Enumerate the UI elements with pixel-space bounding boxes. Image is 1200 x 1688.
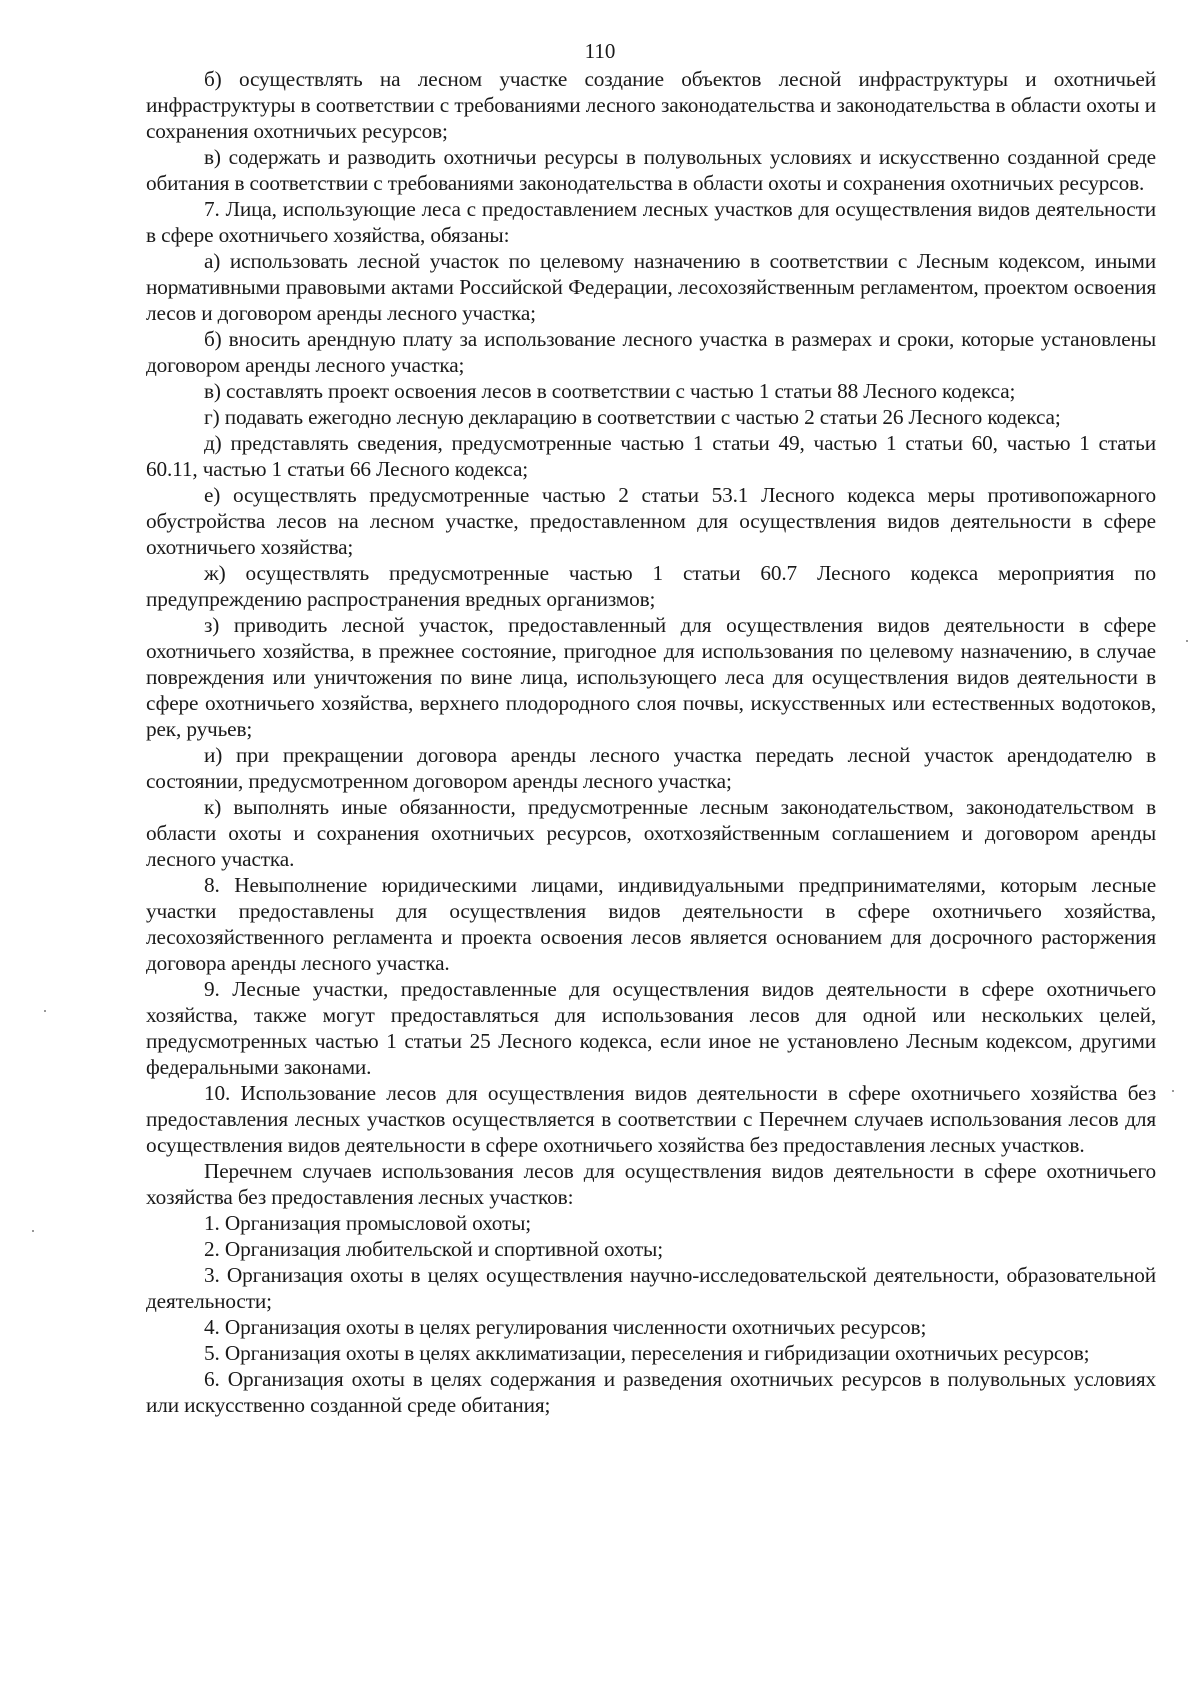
paragraph: е) осуществлять предусмотренные частью 2 статьи 53.1 Лесного кодекса меры противопожарного обустройства лесов на лесном участке, предоставленном для осуществления видов деятельности в сфере охотничьего хозяйства; — [146, 483, 1156, 559]
list-item: 6. Организация охоты в целях содержания и разведения охотничьих ресурсов в полувольных условиях или искусственно созданной среде обитания; — [146, 1367, 1156, 1417]
paragraph: а) использовать лесной участок по целевому назначению в соответствии с Лесным кодексом, иными нормативными правовыми актами Российской Федерации, лесохозяйственным регламентом, проектом освоения лесов и договором аренды лесного участка; — [146, 249, 1156, 325]
document-body — [146, 66, 1156, 1418]
paragraph: 9. Лесные участки, предоставленные для осуществления видов деятельности в сфере охотничьего хозяйства, также могут предоставляться для использования лесов для одной или нескольких целей, предусмотренных частью 1 статьи 25 Лесного кодекса, если иное не установлено Лесным кодексом, другими федеральными законами. — [146, 977, 1156, 1079]
scan-speck — [1186, 640, 1188, 642]
paragraph: б) осуществлять на лесном участке создание объектов лесной инфраструктуры и охотничьей инфраструктуры в соответствии с требованиями лесного законодательства и законодательства в области охоты и сохранения охотничьих ресурсов; — [146, 67, 1156, 143]
paragraph: г) подавать ежегодно лесную декларацию в соответствии с частью 2 статьи 26 Лесного кодекса; — [204, 405, 1061, 429]
paragraph: ж) осуществлять предусмотренные частью 1 статьи 60.7 Лесного кодекса мероприятия по предупреждению распространения вредных организмов; — [146, 561, 1156, 611]
list-item: 1. Организация промысловой охоты; — [204, 1211, 532, 1235]
list-item: 5. Организация охоты в целях акклиматизации, переселения и гибридизации охотничьих ресурсов; — [204, 1341, 1090, 1365]
scan-speck — [1172, 1090, 1174, 1092]
page-number: 110 — [584, 39, 616, 63]
paragraph: б) вносить арендную плату за использование лесного участка в размерах и сроки, которые установлены договором аренды лесного участка; — [146, 327, 1156, 377]
paragraph: 7. Лица, использующие леса с предоставлением лесных участков для осуществления видов деятельности в сфере охотничьего хозяйства, обязаны: — [146, 197, 1156, 247]
list-item: 2. Организация любительской и спортивной охоты; — [204, 1237, 663, 1261]
scan-speck — [44, 1010, 46, 1012]
paragraph: в) содержать и разводить охотничьи ресурсы в полувольных условиях и искусственно созданной среде обитания в соответствии с требованиями законодательства в области охоты и сохранения охотничьих ресурсов. — [146, 145, 1156, 195]
scan-speck — [32, 1230, 34, 1232]
list-item: 3. Организация охоты в целях осуществления научно-исследовательской деятельности, образовательной деятельности; — [146, 1263, 1156, 1313]
paragraph: в) составлять проект освоения лесов в соответствии с частью 1 статьи 88 Лесного кодекса; — [204, 379, 1016, 403]
paragraph: д) представлять сведения, предусмотренные частью 1 статьи 49, частью 1 статьи 60, частью 1 статьи 60.11, частью 1 статьи 66 Лесного кодекса; — [146, 431, 1156, 481]
list-item: 4. Организация охоты в целях регулирования численности охотничьих ресурсов; — [204, 1315, 927, 1339]
paragraph: 8. Невыполнение юридическими лицами, индивидуальными предпринимателями, которым лесные участки предоставлены для осуществления видов деятельности в сфере охотничьего хозяйства, лесохозяйственного регламента и проекта освоения лесов является основанием для досрочного расторжения договора аренды лесного участка. — [146, 873, 1156, 975]
paragraph: к) выполнять иные обязанности, предусмотренные лесным законодательством, законодательством в области охоты и сохранения охотничьих ресурсов, охотхозяйственным соглашением и договором аренды лесного участка. — [146, 795, 1156, 871]
paragraph: Перечнем случаев использования лесов для осуществления видов деятельности в сфере охотничьего хозяйства без предоставления лесных участков: — [146, 1159, 1156, 1209]
paragraph: 10. Использование лесов для осуществления видов деятельности в сфере охотничьего хозяйства без предоставления лесных участков осуществляется в соответствии с Перечнем случаев использования лесов для осуществления видов деятельности в сфере охотничьего хозяйства без предоставления лесных участков. — [146, 1081, 1156, 1157]
paragraph: и) при прекращении договора аренды лесного участка передать лесной участок арендодателю в состоянии, предусмотренном договором аренды лесного участка; — [146, 743, 1156, 793]
paragraph: з) приводить лесной участок, предоставленный для осуществления видов деятельности в сфере охотничьего хозяйства, в прежнее состояние, пригодное для использования по целевому назначению, в случае повреждения или уничтожения по вине лица, использующего леса для осуществления видов деятельности в сфере охотничьего хозяйства, верхнего плодородного слоя почвы, искусственных или естественных водотоков, рек, ручьев; — [146, 613, 1156, 741]
